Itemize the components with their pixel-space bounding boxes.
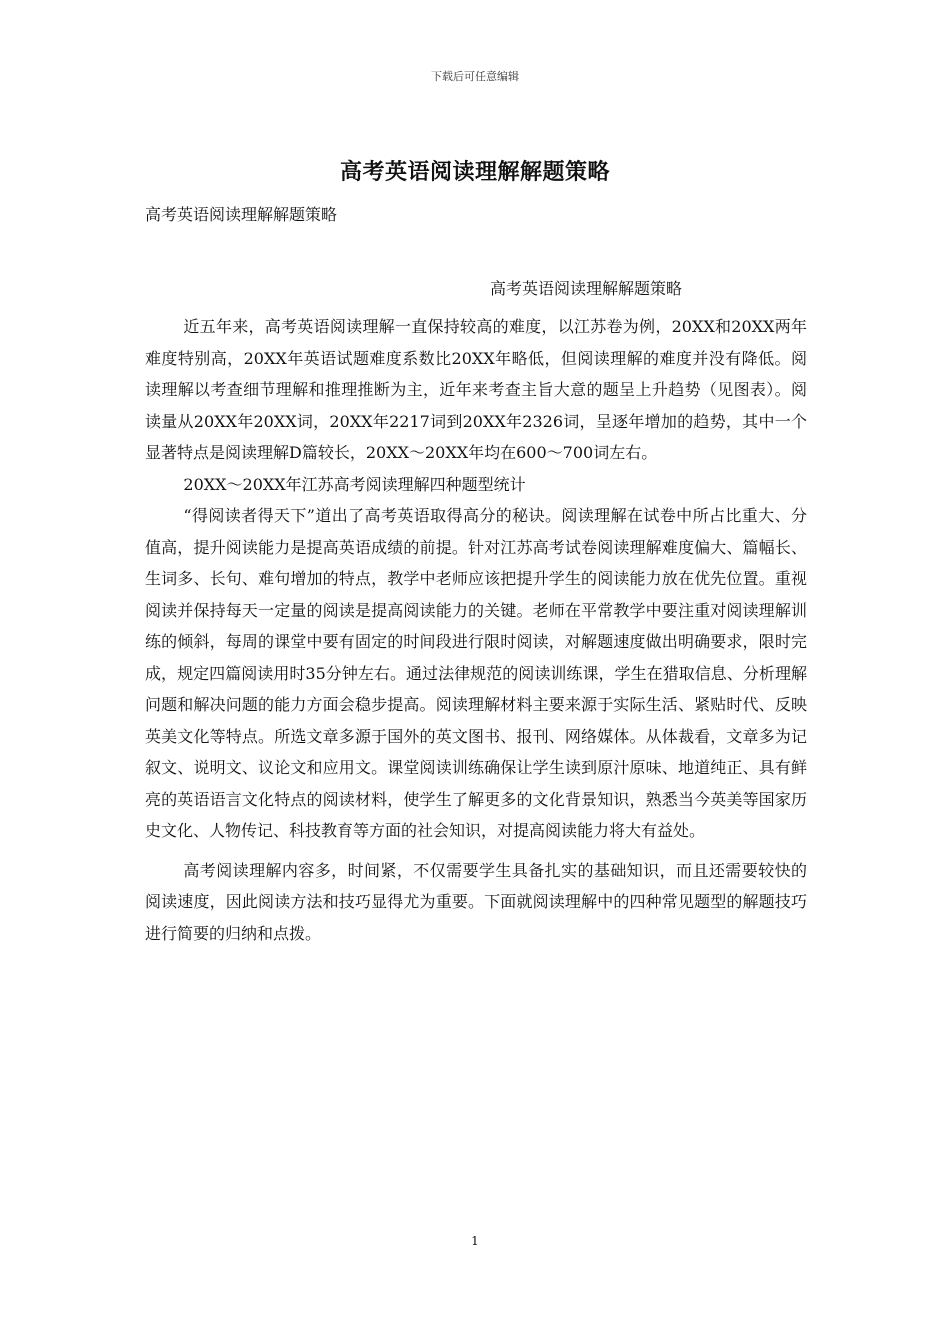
page-header: 下载后可任意编辑 xyxy=(431,70,519,83)
document-subtitle: 高考英语阅读理解解题策略 xyxy=(145,205,338,224)
page-number: 1 xyxy=(471,1234,479,1248)
section-heading: 高考英语阅读理解解题策略 xyxy=(490,279,683,298)
document-body xyxy=(145,311,807,949)
paragraph-reading-skills: 高考阅读理解内容多，时间紧，不仅需要学生具备扎实的基础知识，而且还需要较快的阅读速度，因此阅读方法和技巧显得尤为重要。下面就阅读理解中的四种常见题型的解题技巧进行简要的归纳和点拨。 xyxy=(145,860,807,943)
document-title: 高考英语阅读理解解题策略 xyxy=(339,159,610,185)
paragraph-reading-importance: “得阅读者得天下”道出了高考英语取得高分的秘诀。阅读理解在试卷中所占比重大、分值高，提升阅读能力是提高英语成绩的前提。针对江苏高考试卷阅读理解难度偏大、篇幅长、生词多、长句、难句增加的特点，教学中老师应该把提升学生的阅读能力放在优先位置。重视阅读并保持每天一定量的阅读是提高阅读能力的关键。老师在平常教学中要注重对阅读理解训练的倾斜，每周的课堂中要有固定的时间段进行限时阅读，对解题速度做出明确要求，限时完成，规定四篇阅读用时35分钟左右。通过法律规范的阅读训练课，学生在猎取信息、分析理解问题和解决问题的能力方面会稳步提高。阅读理解材料主要来源于实际生活、紧贴时代、反映英美文化等特点。所选文章多源于国外的英文图书、报刊、网络媒体。从体裁看，文章多为记叙文、说明文、议论文和应用文。课堂阅读训练确保让学生读到原汁原味、地道纯正、具有鲜亮的英语语言文化特点的阅读材料，使学生了解更多的文化背景知识，熟悉当今英美等国家历史文化、人物传记、科技教育等方面的社会知识，对提高阅读能力将大有益处。 xyxy=(145,506,807,840)
chart-caption: 20XX～20XX年江苏高考阅读理解四种题型统计 xyxy=(183,474,526,494)
paragraph-intro: 近五年来，高考英语阅读理解一直保持较高的难度，以江苏卷为例，20XX和20XX两年难度特别高，20XX年英语试题难度系数比20XX年略低，但阅读理解的难度并没有降低。阅读理解以考查细节理解和推理推断为主，近年来考查主旨大意的题呈上升趋势（见图表）。阅读量从20XX年20XX词，20XX年2217词到20XX年2326词，呈逐年增加的趋势，其中一个显著特点是阅读理解D篇较长，20XX～20XX年均在600～700词左右。 xyxy=(145,317,807,462)
